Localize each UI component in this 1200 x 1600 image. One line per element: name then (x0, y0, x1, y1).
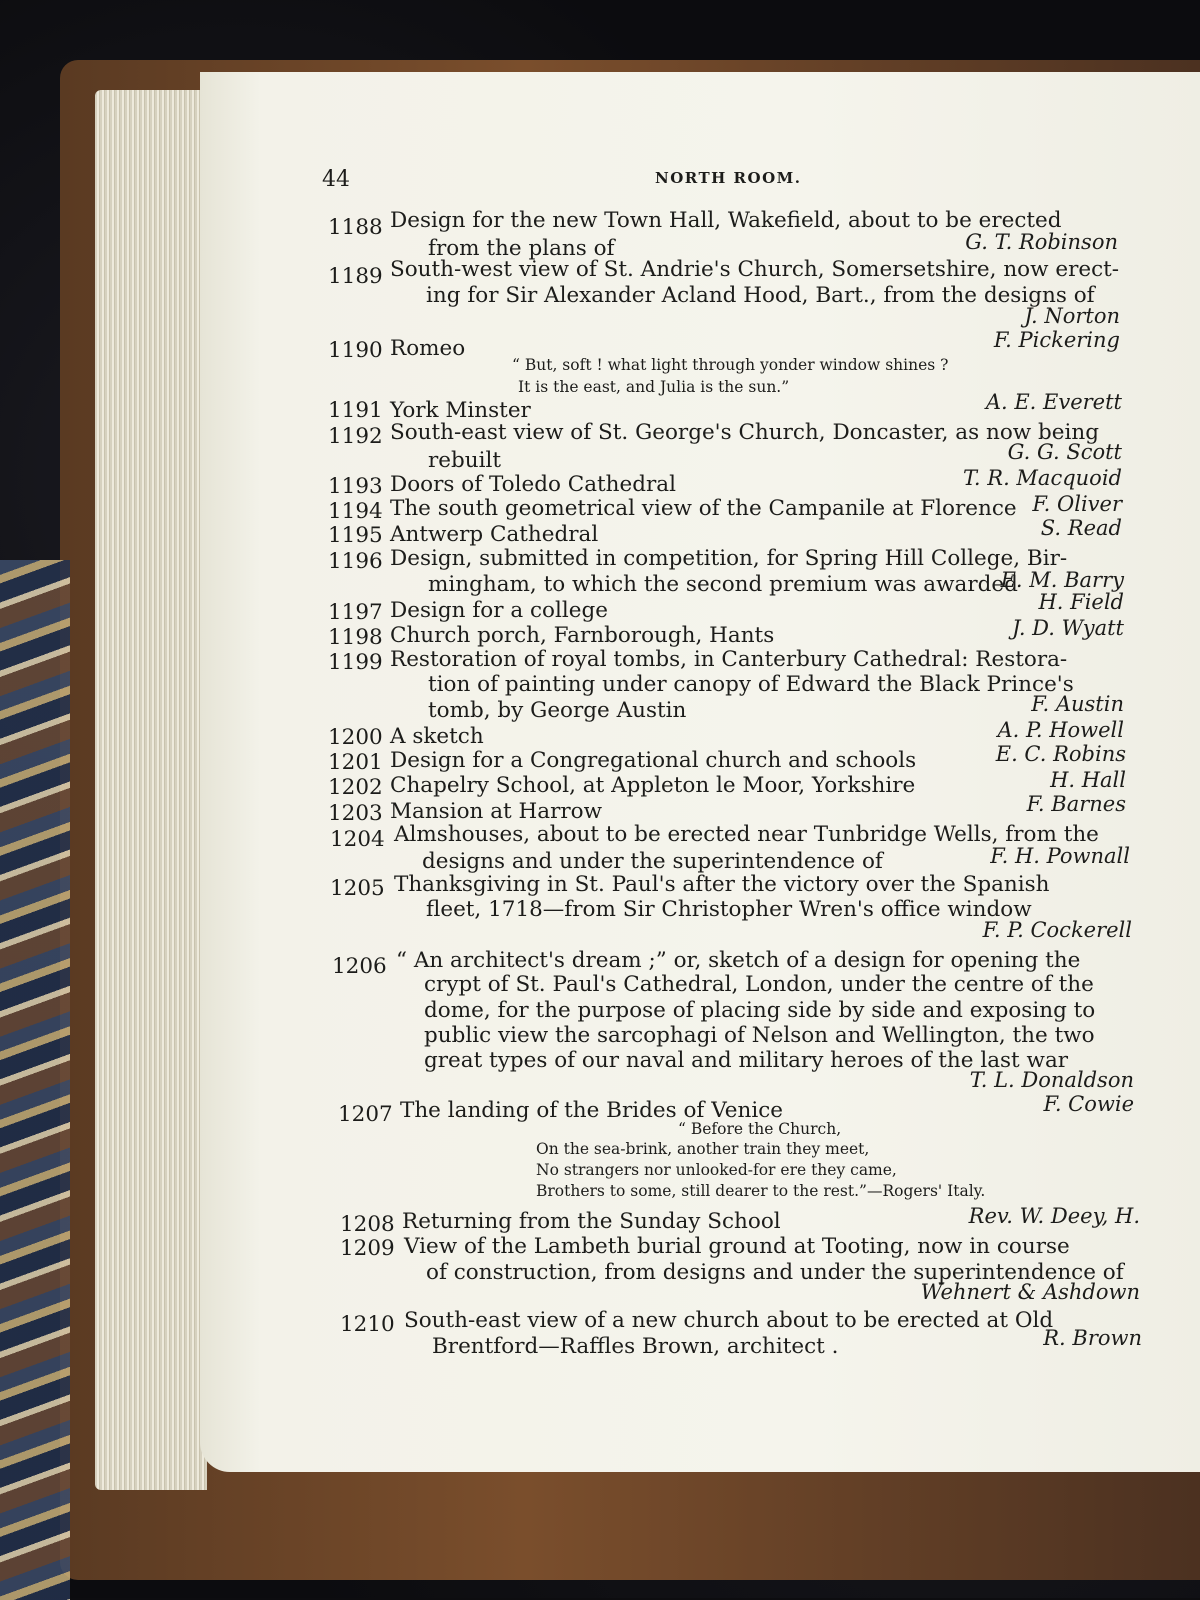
entry-title: South-west view of St. Andrie's Church, Somersetshire, now erect- (390, 257, 1120, 282)
entry-number: 1209 (340, 1236, 395, 1261)
entry-artist: F. Oliver (1032, 492, 1122, 516)
entry-artist: R. Brown (1043, 1326, 1142, 1350)
entry-title: from the plans of (428, 236, 615, 261)
entry-title: View of the Lambeth burial ground at Tooting, now in course (404, 1234, 1070, 1259)
entry-artist: F. Barnes (1026, 792, 1126, 816)
entry-title: Church porch, Farnborough, Hants (390, 623, 775, 648)
entry-title: The south geometrical view of the Campanile at Florence (390, 496, 1017, 521)
entry-title: fleet, 1718—from Sir Christopher Wren's office window (426, 897, 1032, 922)
entry-title: Almshouses, about to be erected near Tunbridge Wells, from the (394, 822, 1099, 847)
page-number: 44 (322, 167, 350, 192)
entry-quote-line: “ But, soft ! what light through yonder window shines ? (512, 356, 949, 374)
entry-title: Restoration of royal tombs, in Canterbury Cathedral: Restora- (390, 647, 1068, 672)
entry-title: ing for Sir Alexander Acland Hood, Bart., from the designs of (426, 283, 1095, 308)
entry-title: Design for a Congregational church and schools (390, 748, 917, 773)
entry-title: Doors of Toledo Cathedral (390, 472, 676, 497)
entry-title: mingham, to which the second premium was awarded (428, 572, 1018, 597)
entry-artist: F. H. Pownall (990, 844, 1130, 868)
entry-number: 1205 (330, 876, 385, 901)
entry-artist: H. Field (1038, 590, 1124, 614)
entry-artist: F. Pickering (993, 328, 1120, 352)
entry-number: 1191 (328, 398, 383, 423)
entry-number: 1189 (328, 264, 383, 289)
entry-number: 1202 (328, 775, 383, 800)
entry-number: 1198 (328, 625, 383, 650)
entry-number: 1208 (340, 1212, 395, 1237)
entry-number: 1210 (340, 1312, 395, 1337)
entry-title: Romeo (390, 336, 466, 361)
entry-number: 1192 (328, 424, 383, 449)
entry-artist: E. C. Robins (995, 742, 1126, 766)
entry-number: 1206 (332, 954, 387, 979)
entry-number: 1203 (328, 801, 383, 826)
entry-artist: G. T. Robinson (965, 230, 1118, 254)
entry-title: South-east view of a new church about to be erected at Old (404, 1308, 1054, 1333)
entry-artist: A. E. Everett (985, 390, 1122, 414)
entry-number: 1190 (328, 338, 383, 363)
running-header: NORTH ROOM. (655, 169, 802, 187)
entry-number: 1204 (330, 827, 385, 852)
entry-number: 1201 (328, 750, 383, 775)
entry-number: 1194 (328, 499, 383, 524)
entry-quote-line: “ Before the Church, (678, 1120, 842, 1138)
entry-quote-line: It is the east, and Julia is the sun.” (518, 378, 790, 396)
entry-artist: F. P. Cockerell (982, 918, 1132, 942)
entry-number: 1199 (328, 650, 383, 675)
entry-artist: Rev. W. Deey, H. (968, 1204, 1140, 1228)
entry-title: Design for the new Town Hall, Wakefield, about to be erected (390, 208, 1062, 233)
entry-title: tion of painting under canopy of Edward the Black Prince's (428, 672, 1074, 697)
entry-artist: Wehnert & Ashdown (920, 1280, 1140, 1304)
entry-artist: F. Cowie (1043, 1092, 1134, 1116)
entry-title: A sketch (390, 724, 484, 749)
book-page (200, 72, 1200, 1472)
entry-quote-line: Brothers to some, still dearer to the rest.”—Rogers' Italy. (536, 1182, 986, 1200)
entry-title: Design for a college (390, 598, 608, 623)
page-edges (95, 90, 207, 1490)
entry-quote-line: On the sea-brink, another train they meet, (536, 1140, 870, 1158)
entry-title: South-east view of St. George's Church, Doncaster, as now being (390, 420, 1099, 445)
entry-title: Design, submitted in competition, for Spring Hill College, Bir- (390, 546, 1068, 571)
entry-number: 1200 (328, 725, 383, 750)
entry-number: 1207 (338, 1102, 393, 1127)
entry-title: York Minster (390, 398, 531, 423)
entry-title: Antwerp Cathedral (390, 522, 599, 547)
entry-artist: F. Austin (1031, 692, 1124, 716)
entry-number: 1193 (328, 474, 383, 499)
entry-artist: H. Hall (1050, 768, 1126, 792)
entry-title: crypt of St. Paul's Cathedral, London, under the centre of the (424, 972, 1094, 997)
entry-artist: G. G. Scott (1007, 440, 1122, 464)
entry-title: tomb, by George Austin (428, 698, 687, 723)
entry-artist: J. Norton (1024, 304, 1120, 328)
entry-artist: E. M. Barry (1000, 568, 1124, 592)
entry-number: 1196 (328, 549, 383, 574)
entry-title: dome, for the purpose of placing side by side and exposing to (424, 998, 1096, 1023)
entry-title: Thanksgiving in St. Paul's after the victory over the Spanish (394, 872, 1050, 897)
entry-title: public view the sarcophagi of Nelson and Wellington, the two (424, 1023, 1095, 1048)
entry-title: designs and under the superintendence of (422, 849, 883, 874)
entry-title: great types of our naval and military heroes of the last war (424, 1048, 1069, 1073)
entry-title: Mansion at Harrow (390, 799, 602, 824)
marbled-endpaper (0, 560, 70, 1600)
entry-title: Brentford—Raffles Brown, architect . (432, 1334, 839, 1359)
entry-artist: T. R. Macquoid (963, 466, 1122, 490)
entry-number: 1188 (328, 215, 383, 240)
entry-title: of construction, from designs and under the superintendence of (426, 1260, 1124, 1285)
entry-title: The landing of the Brides of Venice (400, 1098, 783, 1123)
entry-artist: T. L. Donaldson (969, 1068, 1134, 1092)
entry-artist: A. P. Howell (997, 718, 1124, 742)
entry-number: 1197 (328, 600, 383, 625)
entry-title: Chapelry School, at Appleton le Moor, Yorkshire (390, 773, 916, 798)
entry-number: 1195 (328, 523, 383, 548)
entry-artist: S. Read (1040, 516, 1122, 540)
entry-title: Returning from the Sunday School (402, 1209, 781, 1234)
entry-title: “ An architect's dream ;” or, sketch of a design for opening the (396, 948, 1081, 973)
entry-title: rebuilt (428, 448, 502, 473)
entry-artist: J. D. Wyatt (1012, 616, 1124, 640)
entry-quote-line: No strangers nor unlooked-for ere they came, (536, 1161, 897, 1179)
